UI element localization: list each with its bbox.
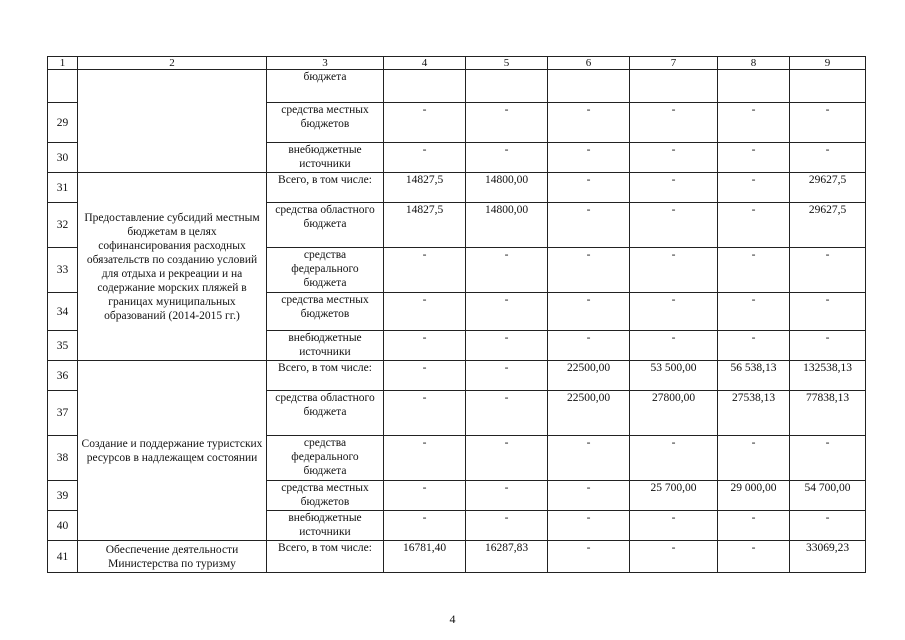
- activity-name: Обеспечение деятельности Министерства по туризму: [78, 541, 267, 573]
- value-cell: -: [466, 361, 548, 391]
- value-cell: -: [718, 203, 790, 248]
- funding-source: средства областного бюджета: [267, 203, 384, 248]
- value-cell: -: [548, 248, 630, 293]
- value-cell: -: [466, 511, 548, 541]
- row-number: 29: [48, 103, 78, 143]
- header-cell: 3: [267, 57, 384, 70]
- value-cell: -: [384, 511, 466, 541]
- value-cell: -: [718, 511, 790, 541]
- value-cell: 22500,00: [548, 361, 630, 391]
- value-cell: -: [630, 103, 718, 143]
- value-cell: 132538,13: [790, 361, 866, 391]
- funding-source: средства федерального бюджета: [267, 436, 384, 481]
- value-cell: -: [548, 511, 630, 541]
- activity-name: Предоставление субсидий местным бюджетам в целях софинансирования расходных обязательств по созданию условий для отдыха и рекреации и на содержание морских пляжей в границах муниципальных образований (2014-2015 гг.): [78, 173, 267, 361]
- value-cell: -: [718, 331, 790, 361]
- value-cell: -: [384, 481, 466, 511]
- value-cell: [384, 70, 466, 103]
- value-cell: -: [630, 436, 718, 481]
- value-cell: -: [466, 391, 548, 436]
- value-cell: -: [466, 293, 548, 331]
- value-cell: 29627,5: [790, 203, 866, 248]
- row-number: 37: [48, 391, 78, 436]
- value-cell: -: [384, 331, 466, 361]
- value-cell: -: [790, 143, 866, 173]
- funding-source: средства местных бюджетов: [267, 481, 384, 511]
- value-cell: 29 000,00: [718, 481, 790, 511]
- value-cell: -: [718, 541, 790, 573]
- budget-table: [47, 56, 866, 573]
- row-number: 35: [48, 331, 78, 361]
- header-cell: 7: [630, 57, 718, 70]
- table-row: [48, 70, 866, 103]
- value-cell: -: [466, 331, 548, 361]
- value-cell: -: [384, 248, 466, 293]
- funding-source: средства областного бюджета: [267, 391, 384, 436]
- table-row: [48, 541, 866, 573]
- row-number: 32: [48, 203, 78, 248]
- value-cell: 22500,00: [548, 391, 630, 436]
- value-cell: -: [790, 103, 866, 143]
- row-number: 31: [48, 173, 78, 203]
- activity-name: Создание и поддержание туристских ресурсов в надлежащем состоянии: [78, 361, 267, 541]
- table-row: [48, 361, 866, 391]
- value-cell: -: [384, 103, 466, 143]
- value-cell: -: [718, 103, 790, 143]
- value-cell: [466, 70, 548, 103]
- value-cell: 53 500,00: [630, 361, 718, 391]
- page-number: 4: [449, 612, 456, 626]
- value-cell: 27800,00: [630, 391, 718, 436]
- value-cell: 77838,13: [790, 391, 866, 436]
- row-number: 33: [48, 248, 78, 293]
- value-cell: 54 700,00: [790, 481, 866, 511]
- value-cell: -: [790, 331, 866, 361]
- value-cell: 33069,23: [790, 541, 866, 573]
- row-number: 38: [48, 436, 78, 481]
- funding-source: средства местных бюджетов: [267, 293, 384, 331]
- funding-source: Всего, в том числе:: [267, 361, 384, 391]
- value-cell: [630, 70, 718, 103]
- value-cell: -: [718, 436, 790, 481]
- value-cell: -: [384, 361, 466, 391]
- value-cell: -: [548, 436, 630, 481]
- value-cell: [548, 70, 630, 103]
- value-cell: 27538,13: [718, 391, 790, 436]
- value-cell: -: [466, 248, 548, 293]
- funding-source: средства местных бюджетов: [267, 103, 384, 143]
- value-cell: -: [718, 173, 790, 203]
- value-cell: 14827,5: [384, 173, 466, 203]
- value-cell: 16781,40: [384, 541, 466, 573]
- row-number: 34: [48, 293, 78, 331]
- value-cell: -: [466, 436, 548, 481]
- funding-source: средства федерального бюджета: [267, 248, 384, 293]
- value-cell: [790, 70, 866, 103]
- value-cell: -: [790, 436, 866, 481]
- value-cell: -: [548, 293, 630, 331]
- value-cell: -: [384, 143, 466, 173]
- value-cell: 16287,83: [466, 541, 548, 573]
- value-cell: -: [384, 391, 466, 436]
- value-cell: 29627,5: [790, 173, 866, 203]
- value-cell: -: [466, 481, 548, 511]
- header-cell: 1: [48, 57, 78, 70]
- value-cell: 14800,00: [466, 173, 548, 203]
- value-cell: -: [548, 203, 630, 248]
- value-cell: -: [630, 143, 718, 173]
- table-row: [48, 173, 866, 203]
- value-cell: [718, 70, 790, 103]
- activity-name: [78, 70, 267, 173]
- row-number: 41: [48, 541, 78, 573]
- funding-source: Всего, в том числе:: [267, 541, 384, 573]
- value-cell: -: [718, 293, 790, 331]
- row-number: 39: [48, 481, 78, 511]
- value-cell: -: [718, 143, 790, 173]
- value-cell: -: [466, 103, 548, 143]
- value-cell: -: [718, 248, 790, 293]
- value-cell: -: [630, 331, 718, 361]
- funding-source: внебюджетные источники: [267, 143, 384, 173]
- value-cell: -: [630, 248, 718, 293]
- value-cell: -: [384, 293, 466, 331]
- header-cell: 2: [78, 57, 267, 70]
- value-cell: -: [630, 541, 718, 573]
- header-cell: 6: [548, 57, 630, 70]
- value-cell: -: [548, 481, 630, 511]
- funding-source: внебюджетные источники: [267, 511, 384, 541]
- value-cell: -: [384, 436, 466, 481]
- funding-source: бюджета: [267, 70, 384, 103]
- row-number: [48, 70, 78, 103]
- row-number: 30: [48, 143, 78, 173]
- value-cell: -: [548, 541, 630, 573]
- value-cell: 25 700,00: [630, 481, 718, 511]
- value-cell: -: [630, 511, 718, 541]
- header-cell: 4: [384, 57, 466, 70]
- value-cell: -: [630, 203, 718, 248]
- row-number: 36: [48, 361, 78, 391]
- funding-source: внебюджетные источники: [267, 331, 384, 361]
- funding-source: Всего, в том числе:: [267, 173, 384, 203]
- value-cell: -: [548, 103, 630, 143]
- value-cell: -: [630, 173, 718, 203]
- value-cell: -: [548, 331, 630, 361]
- row-number: 40: [48, 511, 78, 541]
- header-cell: 8: [718, 57, 790, 70]
- value-cell: -: [548, 143, 630, 173]
- value-cell: -: [630, 293, 718, 331]
- header-row: [48, 57, 866, 70]
- header-cell: 5: [466, 57, 548, 70]
- value-cell: 14827,5: [384, 203, 466, 248]
- value-cell: 56 538,13: [718, 361, 790, 391]
- header-cell: 9: [790, 57, 866, 70]
- value-cell: -: [790, 293, 866, 331]
- value-cell: -: [466, 143, 548, 173]
- value-cell: -: [548, 173, 630, 203]
- value-cell: 14800,00: [466, 203, 548, 248]
- value-cell: -: [790, 511, 866, 541]
- value-cell: -: [790, 248, 866, 293]
